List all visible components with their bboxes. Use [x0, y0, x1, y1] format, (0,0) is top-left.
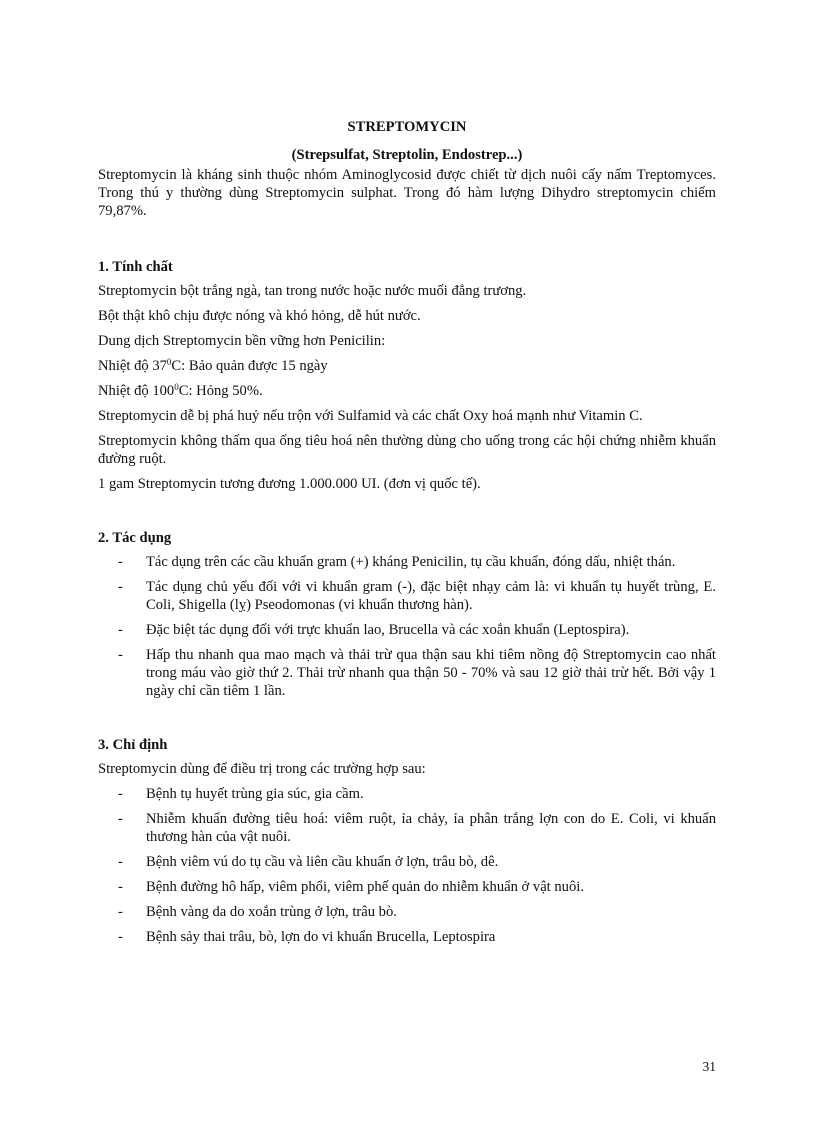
list-item-text: Bệnh đường hô hấp, viêm phổi, viêm phế quản do nhiễm khuẩn ở vật nuôi. — [146, 879, 584, 895]
list-item — [98, 928, 716, 946]
list-item-text: Tác dụng chủ yếu đối với vi khuẩn gram (-), đặc biệt nhạy cảm là: vi khuẩn tụ huyết trùng, E. Coli, Shigella (lỵ) Pseodomonas (vi khuẩn thương hàn). — [146, 579, 716, 613]
temperature-line-37 — [98, 357, 716, 375]
list-item — [98, 646, 716, 700]
paragraph: Streptomycin dùng để điều trị trong các trường hợp sau: — [98, 761, 426, 777]
dash-bullet: - — [118, 854, 123, 870]
intro-paragraph: Streptomycin là kháng sinh thuộc nhóm Aminoglycosid được chiết từ dịch nuôi cấy nấm Treptomyces. Trong thú y thường dùng Streptomycin sulphat. Trong đó hàm lượng Dihydro streptomycin chiếm 79,87%. — [98, 167, 716, 219]
list-item — [98, 853, 716, 871]
dash-bullet: - — [118, 879, 123, 895]
document-title: STREPTOMYCIN — [347, 119, 467, 135]
list-item — [98, 810, 716, 846]
list-item-text: Bệnh tụ huyết trùng gia súc, gia cầm. — [146, 786, 364, 802]
degree-superscript: 0 — [174, 382, 179, 392]
dash-bullet: - — [118, 786, 123, 802]
paragraph: 1 gam Streptomycin tương đương 1.000.000 UI. (đơn vị quốc tế). — [98, 476, 481, 492]
list-item — [98, 621, 716, 639]
list-item — [98, 553, 716, 571]
paragraph: Streptomycin không thấm qua ống tiêu hoá nên thường dùng cho uống trong các hội chứng nhiễm khuẩn đường ruột. — [98, 433, 716, 467]
text-span: C: Bảo quản được 15 ngày — [171, 358, 328, 374]
list-item-text: Bệnh vàng da do xoắn trùng ở lợn, trâu bò. — [146, 904, 397, 920]
page-number: 31 — [702, 1059, 716, 1074]
section-heading-tinh-chat: 1. Tính chất — [98, 259, 173, 275]
tac-dung-list — [98, 553, 716, 700]
paragraph: Streptomycin dễ bị phá huỷ nếu trộn với Sulfamid và các chất Oxy hoá mạnh như Vitamin C. — [98, 408, 643, 424]
paragraph: Dung dịch Streptomycin bền vững hơn Penicilin: — [98, 333, 386, 349]
dash-bullet: - — [118, 554, 123, 570]
degree-superscript: 0 — [166, 357, 172, 367]
dash-bullet: - — [118, 929, 123, 945]
dash-bullet: - — [118, 811, 123, 827]
text-span: Nhiệt độ 37 — [98, 358, 167, 374]
list-item — [98, 903, 716, 921]
list-item-text: Tác dụng trên các cầu khuẩn gram (+) kháng Penicilin, tụ cầu khuẩn, đóng dấu, nhiệt thán. — [146, 554, 676, 570]
list-item — [98, 878, 716, 896]
dash-bullet: - — [118, 579, 123, 595]
section-heading-chi-dinh: 3. Chỉ định — [98, 737, 168, 753]
list-item-text: Bệnh sảy thai trâu, bò, lợn do vi khuẩn Brucella, Leptospira — [146, 929, 496, 945]
list-item-text: Nhiễm khuẩn đường tiêu hoá: viêm ruột, ỉa chảy, ỉa phân trắng lợn con do E. Coli, vi khuẩn thương hàn của vật nuôi. — [146, 811, 716, 845]
chi-dinh-list — [98, 785, 716, 946]
dash-bullet: - — [118, 622, 123, 638]
dash-bullet: - — [118, 647, 123, 663]
list-item-text: Bệnh viêm vú do tụ cầu và liên cầu khuẩn ở lợn, trâu bò, dê. — [146, 854, 499, 870]
temperature-line-100 — [98, 382, 716, 400]
text-span: C: Hỏng 50%. — [178, 383, 263, 399]
list-item-text: Hấp thu nhanh qua mao mạch và thải trừ qua thận sau khi tiêm nồng độ Streptomycin cao nhất trong máu vào giờ thứ 2. Thải trừ nhanh qua thận 50 - 70% và sau 12 giờ thải trừ hết. Bởi vậy 1 ngày chỉ cần tiêm 1 lần. — [146, 647, 716, 699]
list-item-text: Đặc biệt tác dụng đối với trực khuẩn lao, Brucella và các xoắn khuẩn (Leptospira). — [146, 622, 630, 638]
document-body — [98, 118, 716, 953]
document-subtitle: (Strepsulfat, Streptolin, Endostrep...) — [291, 147, 523, 163]
paragraph: Bột thật khô chịu được nóng và khó hỏng, dễ hút nước. — [98, 308, 421, 324]
list-item — [98, 578, 716, 614]
text-span: Nhiệt độ 100 — [98, 383, 175, 399]
paragraph: Streptomycin bột trắng ngà, tan trong nước hoặc nước muối đẳng trương. — [98, 283, 527, 299]
list-item — [98, 785, 716, 803]
section-heading-tac-dung: 2. Tác dụng — [98, 530, 172, 546]
dash-bullet: - — [118, 904, 123, 920]
